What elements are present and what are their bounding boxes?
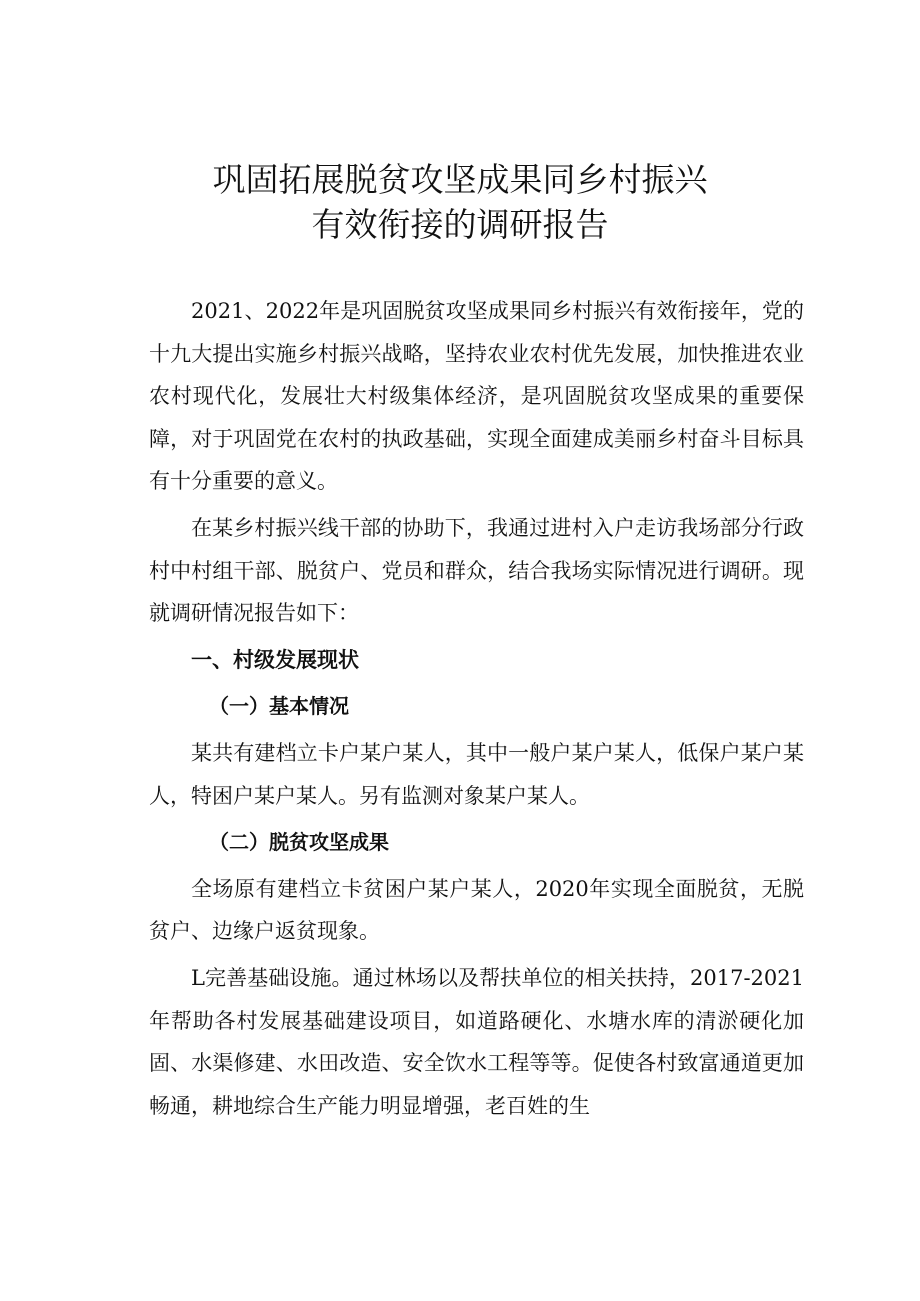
paragraph-intro: 2021、2022年是巩固脱贫攻坚成果同乡村振兴有效衔接年，党的十九大提出实施乡村振兴战略，坚持农业农村优先发展，加快推进农业农村现代化，发展壮大村级集体经济，是巩固脱贫攻坚成果的重要保障，对于巩固党在农村的执政基础，实现全面建成美丽乡村奋斗目标具有十分重要的意义。: [149, 299, 804, 494]
section-heading-development-status: 一、村级发展现状: [191, 647, 359, 672]
document-title-line-1: 巩固拓展脱贫攻坚成果同乡村振兴: [212, 160, 708, 199]
document-title-line-2: 有效衔接的调研报告: [311, 205, 609, 244]
paragraph-poverty-results: 全场原有建档立卡贫困户某户某人，2020年实现全面脱贫，无脱贫户、边缘户返贫现象。: [149, 876, 804, 944]
document-body: [149, 290, 804, 1127]
subsection-heading-basic-situation: （一）基本情况: [209, 694, 349, 719]
paragraph-method: 在某乡村振兴线干部的协助下，我通过进村入户走访我场部分行政村中村组干部、脱贫户、党员和群众，结合我场实际情况进行调研。现就调研情况报告如下：: [149, 515, 804, 626]
paragraph-basic-situation: 某共有建档立卡户某户某人，其中一般户某户某人，低保户某户某人，特困户某户某人。另有监测对象某户某人。: [149, 740, 804, 808]
subsection-heading-poverty-results: （二）脱贫攻坚成果: [209, 830, 389, 855]
paragraph-infrastructure: L完善基础设施。通过林场以及帮扶单位的相关扶持，2017-2021年帮助各村发展基础建设项目，如道路硬化、水塘水库的清淤硬化加固、水渠修建、水田改造、安全饮水工程等等。促使各村致富通道更加畅通，耕地综合生产能力明显增强，老百姓的生: [149, 965, 804, 1118]
